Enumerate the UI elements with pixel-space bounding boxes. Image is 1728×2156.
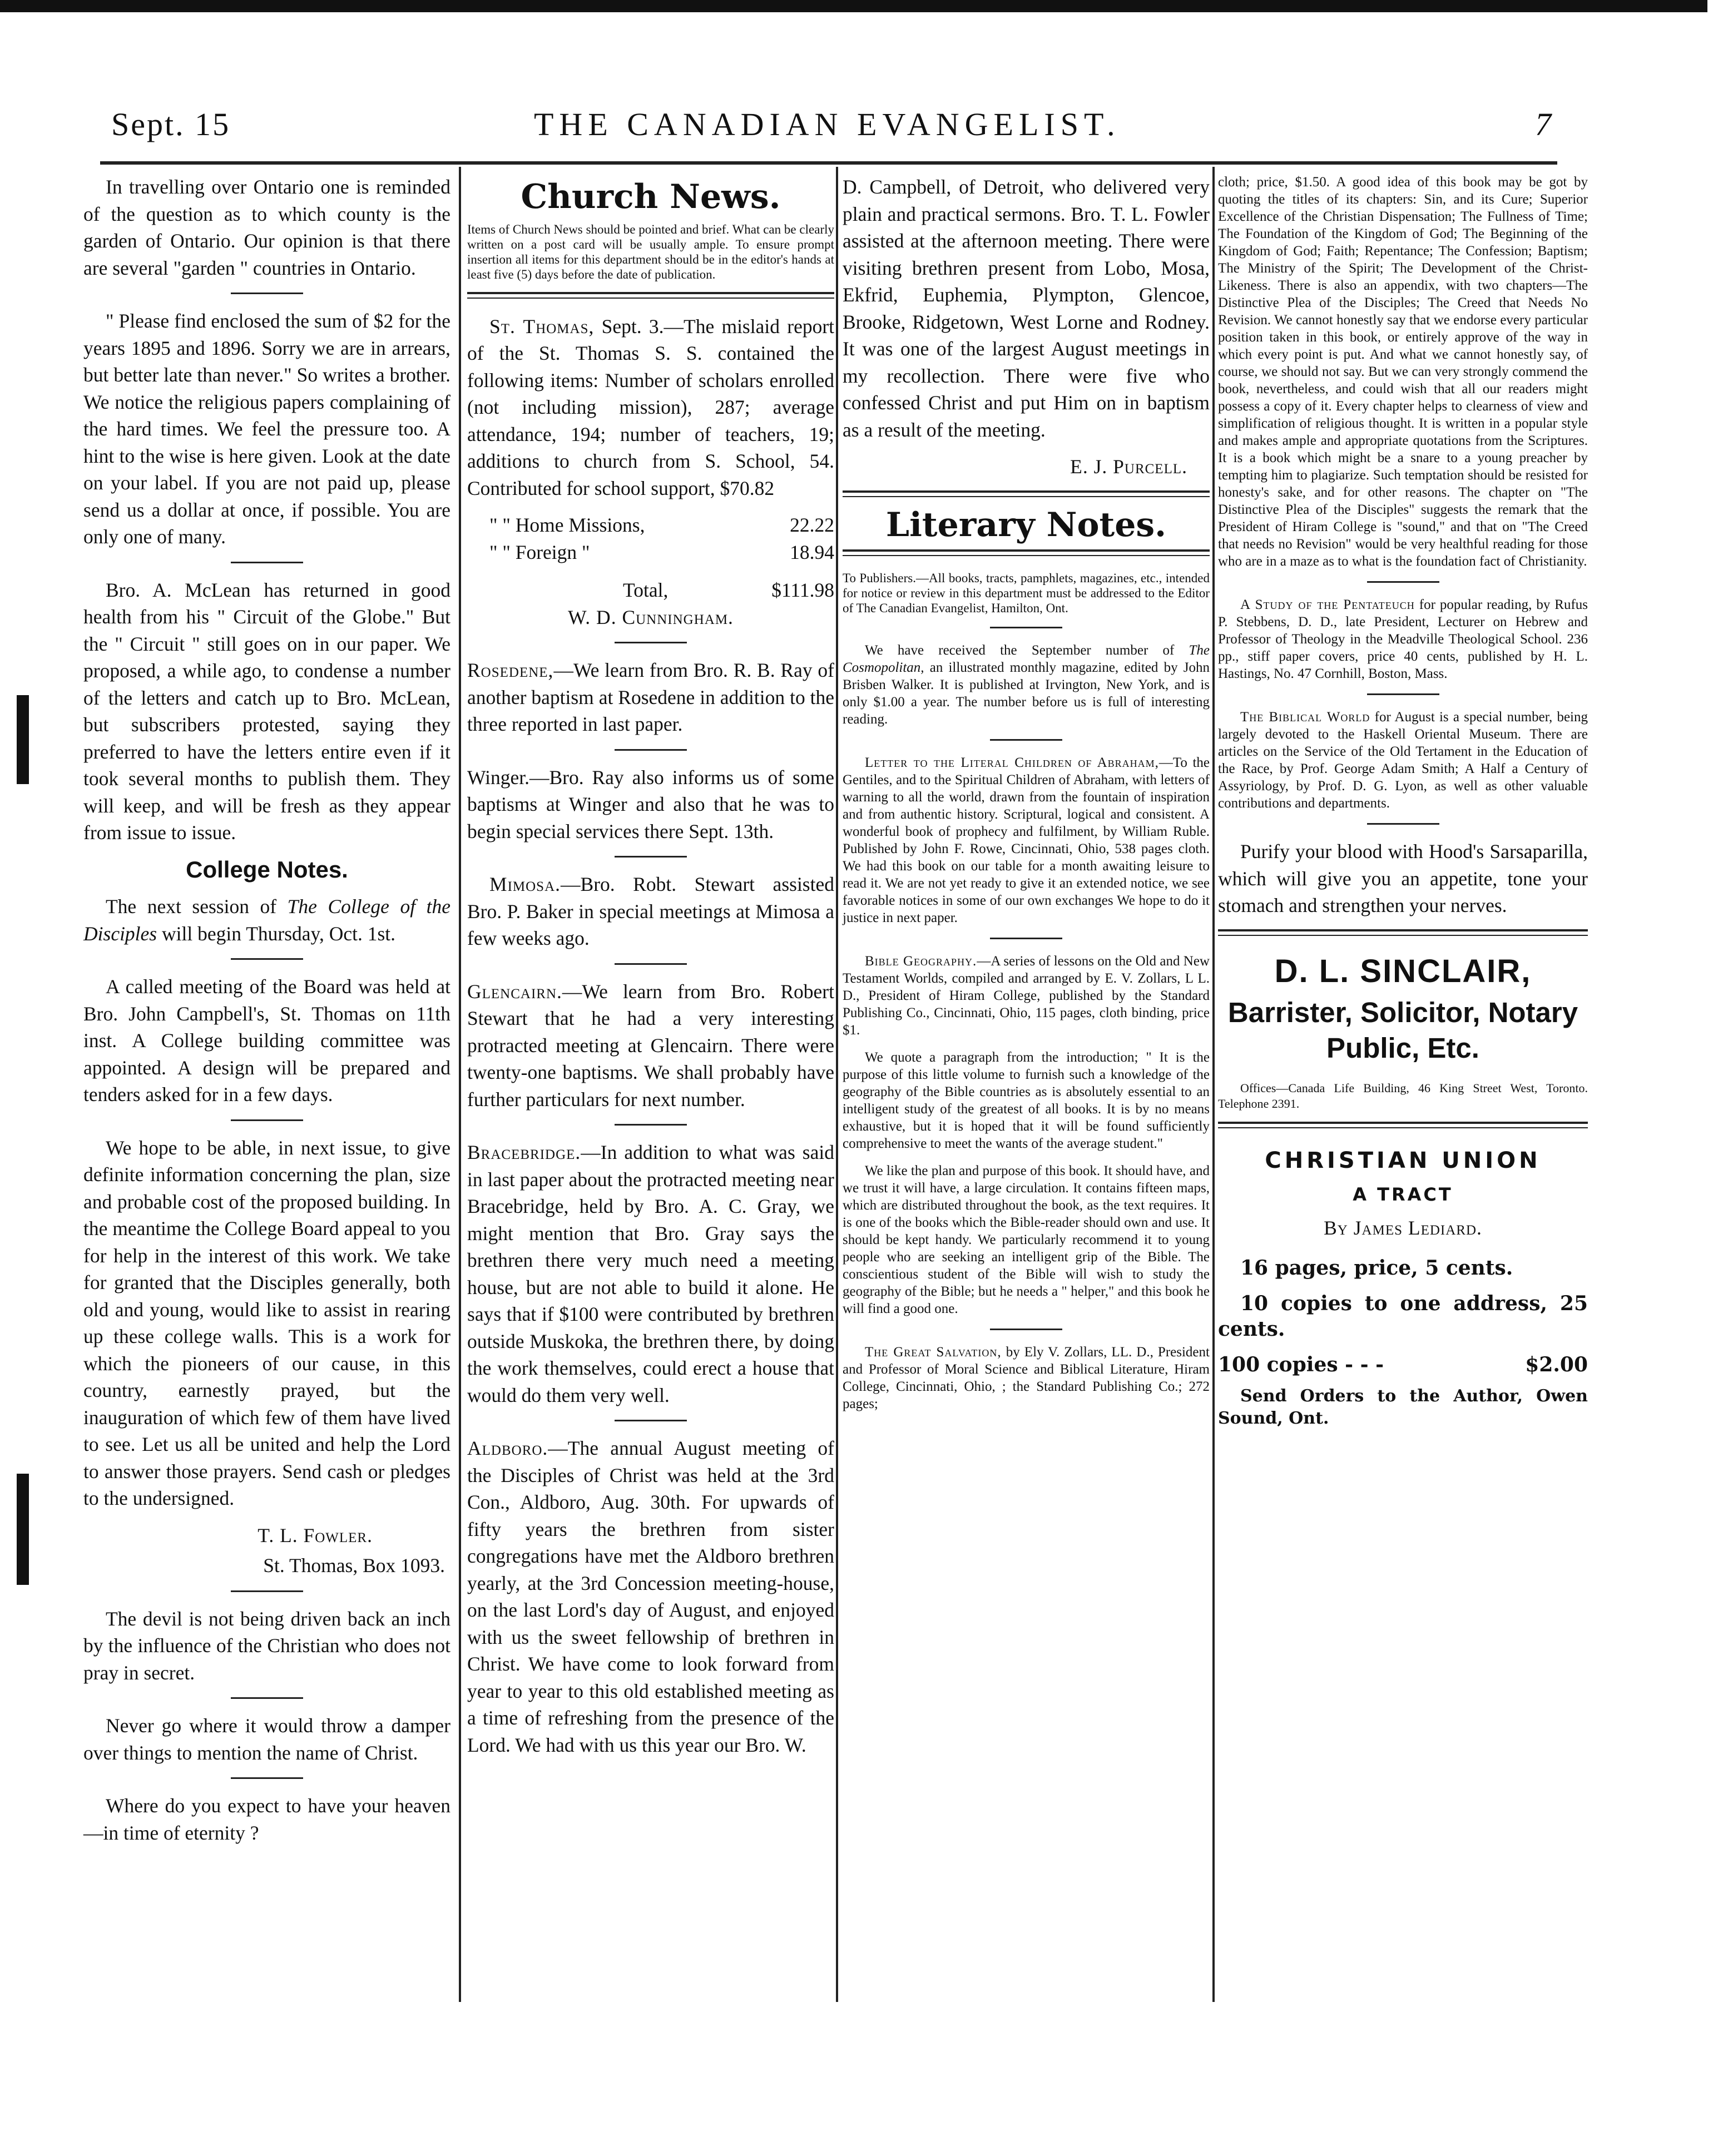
margin-mark bbox=[17, 695, 29, 784]
college-notes-heading: College Notes. bbox=[186, 856, 348, 883]
column-3 bbox=[843, 167, 1210, 1423]
paragraph: Winger.—Bro. Ray also informs us of some baptisms at Winger and also that he was to begin special services there Sept. 13th. bbox=[467, 766, 834, 842]
paragraph: D. Campbell, of Detroit, who delivered very plain and practical sermons. Bro. T. L. Fowler assisted at the afternoon meeting. There were visiting brethren present from Lobo, Mosa, Ekfrid, Euphemia, Plympton, Glencoe, Brooke, Ridgetown, West Lorne and Rodney. It was one of the largest August meetings in my recollection. There were five who confessed Christ and put Him on in baptism as a result of the meeting. bbox=[843, 176, 1210, 441]
paragraph: We hope to be able, in next issue, to give definite information concerning the plan, size and probable cost of the proposed building. In the meantime the College Board appeal to you for help in the interest of this work. We take for granted that the Disciples generally, both old and young, would like to assist in rearing up these college walls. This is a work for which the pioneers of our cause, in this country, earnestly prayed, but the inauguration of which few of them have lived to see. Let us all be united and help the Lord to answer those prayers. Send cash or pledges to the undersigned. bbox=[83, 1136, 450, 1509]
column-2 bbox=[467, 167, 834, 1768]
paragraph: St. Thomas, Sept. 3.—The mislaid report of the St. Thomas S. S. contained the following items: Number of scholars enrolled (not including mission), 287; average attendance, 194; number of teachers, 19; additions to church from S. School, 54. Contributed for school support, $70.82 bbox=[467, 315, 835, 499]
editorial-note: To Publishers.—All books, tracts, pamphlets, magazines, etc., intended for notice or review in this department must be addressed to the Editor of The Canadian Evangelist, Hamilton, Ont. bbox=[843, 571, 1210, 615]
paragraph: The next session of The College of the Disciples will begin Thursday, Oct. 1st. bbox=[83, 895, 450, 945]
paragraph: Rosedene,—We learn from Bro. R. B. Ray of another baptism at Rosedene in addition to the three reported in last paper. bbox=[467, 659, 834, 735]
masthead-title: THE CANADIAN EVANGELIST. bbox=[534, 106, 1121, 142]
paragraph: Glencairn.—We learn from Bro. Robert Stewart that he had a very interesting protracted meeting at Glencairn. There were twenty-one baptisms. We shall probably have further particulars for next number. bbox=[467, 980, 834, 1111]
column-4 bbox=[1218, 167, 1588, 1440]
column-divider bbox=[836, 167, 838, 2002]
paragraph: cloth; price, $1.50. A good idea of this book may be got by quoting the titles of its chapters: Sin, and its Cure; Superior Excellence of the Christian Dispensation; The Fullness of Time; The Foundation of the Kingdom of God; The Beginning of the Kingdom of God; Faith; Repentance; The Confession; Baptism; The Ministry of the Spirit; The Development of the Christ-Likeness. There is also an appendix, with two chapters—The Distinctive Plea of the Disciples; The Creed that Needs No Revision. We cannot honestly say that we endorse every particular position taken in this book, or entirely approve of the way in which every point is put. And what we cannot honestly say, of course, we should not say. But we can very strongly commend the book, nevertheless, and could wish that all our readers might possess a copy of it. Every chapter helps to clearness of view and simplification of religious thought. It is written in a popular style and makes ample and appropriate quotations from the Scriptures. It is a book which might be a snare to a young preacher by tempting him to plagiarize. Such temptation should be resisted for honesty's sake, and for other reasons. The chapter on "The Distinctive Plea of the Disciples" suggests the remark that the President of Hiram College is "sound," and that on "The Creed that needs no Revision" would be very healthful reading for those who are in a maze as to what is the foundation fact of Christianity. bbox=[1218, 175, 1588, 569]
contribution-row: " " Foreign " 18.94 bbox=[489, 541, 834, 563]
paragraph: Where do you expect to have your heaven—in time of eternity ? bbox=[83, 1795, 450, 1844]
paragraph: Bro. A. McLean has returned in good health from his " Circuit of the Globe." But the " Circuit " still goes on in our paper. We proposed, a while ago, to condense a number of the letters and catch up to Bro. McLean, but subscribers protested, saying they preferred to have the letters entire even if it took several months to publish them. They will keep, and will be fresh as they appear from issue to issue. bbox=[83, 578, 450, 844]
separator bbox=[1367, 823, 1439, 825]
tract-subtitle: A TRACT bbox=[1353, 1183, 1453, 1205]
issue-date: Sept. 15 bbox=[111, 106, 231, 142]
separator bbox=[231, 1697, 303, 1699]
paragraph: Mimosa.—Bro. Robt. Stewart assisted Bro. P. Baker in special meetings at Mimosa a few weeks ago. bbox=[467, 873, 834, 949]
header-rule bbox=[100, 161, 1557, 165]
separator bbox=[990, 627, 1062, 628]
price-line: 16 pages, price, 5 cents. bbox=[1240, 1256, 1513, 1280]
separator bbox=[615, 1124, 687, 1126]
signature-address: St. Thomas, Box 1093. bbox=[263, 1554, 445, 1577]
separator bbox=[231, 958, 303, 960]
literary-notes-heading: Literary Notes. bbox=[885, 505, 1167, 544]
separator bbox=[1367, 581, 1439, 583]
column-divider bbox=[1212, 167, 1215, 2002]
paragraph: We have received the September number of The Cosmopolitan, an illustrated monthly magazine, edited by John Brisben Walker. It is published at Irvington, New York, and is only $1.00 a year. The number before us is full of interesting reading. bbox=[843, 643, 1210, 727]
contribution-row: " " Home Missions, 22.22 bbox=[489, 514, 834, 536]
price-line: 10 copies to one address, 25 cents. bbox=[1218, 1291, 1588, 1341]
separator bbox=[990, 1329, 1062, 1330]
paragraph: Bracebridge.—In addition to what was said in last paper about the protracted meeting near Bracebridge, held by Bro. A. C. Gray, we might mention that Bro. Gray says the brethren there very much need a meeting house, but are not able to build it alone. He says that if $100 were contributed by brethren outside Muskoka, the brethren there, by doing the work themselves, could erect a house that would do them very well. bbox=[467, 1141, 834, 1406]
signature: W. D. Cunningham. bbox=[568, 606, 734, 628]
tract-title: CHRISTIAN UNION bbox=[1265, 1148, 1541, 1173]
paragraph: Letter to the Literal Children of Abraham,—To the Gentiles, and to the Spiritual Children of Abraham, with letters of warning to all the world, drawn from the fountain of inspiration and from authentic history. Scriptural, logical and consistent. A wonderful book of prophecy and fulfilment, by William Ruble. Published by John F. Rowe, Cincinnati, Ohio, 538 pages cloth. We had this book on our table for a month awaiting leisure to read it. We are not yet ready to give it an extended notice, we see favorable notices in some of our own exchanges We hope to do it justice in next paper. bbox=[843, 755, 1210, 925]
paragraph: The Great Salvation, by Ely V. Zollars, LL. D., President and Professor of Moral Science and Biblical Literature, Hiram College, Cincinnati, Ohio, ; the Standard Publishing Co.; 272 pages; bbox=[843, 1345, 1210, 1411]
paragraph: " Please find enclosed the sum of $2 for the years 1895 and 1896. Sorry we are in arrears, but better late than never." So writes a brother. We notice the religious papers complaining of the hard times. We feel the pressure too. A hint to the wise is here given. Look at the date on your label. If you are not paid up, please send us a dollar at once, if possible. You are only one of many. bbox=[83, 310, 450, 548]
paragraph: A Study of the Pentateuch for popular reading, by Rufus P. Stebbens, D. D., late President, Lecturer on Hebrew and Professor of Theology in the Meadville Theological School. 236 pp., stiff paper covers, price 40 cents, published by H. L. Hastings, No. 47 Cornhill, Boston, Mass. bbox=[1218, 597, 1588, 681]
signature: T. L. Fowler. bbox=[258, 1524, 373, 1547]
paragraph: We quote a paragraph from the introduction; " It is the purpose of this little volume to furnish such a knowledge of the geography of the Bible countries as is absolutely essential to an intelligent study of the greatest of all books. It is by no means exhaustive, but it is hoped that it will be found sufficiently comprehensive to meet the wants of the average student." bbox=[843, 1050, 1210, 1151]
column-divider bbox=[459, 167, 461, 2002]
advertiser-title: Barrister, Solicitor, Notary Public, Etc. bbox=[1227, 997, 1578, 1064]
double-rule bbox=[1218, 1122, 1588, 1128]
top-border-rule bbox=[0, 0, 1707, 12]
price-line: 100 copies - - - $2.00 bbox=[1218, 1352, 1588, 1376]
signature: E. J. Purcell. bbox=[1070, 455, 1187, 478]
separator bbox=[990, 739, 1062, 741]
separator bbox=[231, 1777, 303, 1779]
paragraph: A called meeting of the Board was held at Bro. John Campbell's, St. Thomas on 11th inst. A College building committee was appointed. A design will be prepared and tenders asked for in a few days. bbox=[83, 975, 450, 1106]
separator bbox=[615, 963, 687, 965]
advertiser-offices: Offices—Canada Life Building, 46 King Street West, Toronto. Telephone 2391. bbox=[1218, 1081, 1588, 1111]
advertiser-name: D. L. SINCLAIR, bbox=[1274, 953, 1532, 989]
paragraph: We like the plan and purpose of this book. It should have, and we trust it will have, a large circulation. It contains fifteen maps, which are distributed throughout the book, as the text requires. It is one of the books which the Bible-reader should own and use. It should be kept handy. We particularly recommend it to young people who are seeking an intelligent grip of the Bible. The conscientious student of the Bible will wish to study the geography of the Bible; but he needs a " helper," and this book he will find a good one. bbox=[843, 1163, 1210, 1316]
contribution-total: Total, $111.98 bbox=[623, 579, 834, 601]
paragraph: Bible Geography.—A series of lessons on the Old and New Testament Worlds, compiled and arranged by E. V. Zollars, L L. D., President of Hiram College, published by the Standard Publishing Co., Cincinnati, Ohio, 115 pages, cloth binding, price $1. bbox=[843, 954, 1210, 1038]
double-rule bbox=[1218, 929, 1588, 936]
column-1 bbox=[83, 167, 450, 1856]
editorial-note: Items of Church News should be pointed and brief. What can be clearly written on a post card will be usually ample. To ensure prompt insertion all items for this department should be in the editor's hands at least five (5) days before the date of publication. bbox=[467, 222, 834, 281]
separator bbox=[1367, 693, 1439, 695]
church-news-heading: Church News. bbox=[521, 177, 781, 216]
page-number: 7 bbox=[1535, 106, 1553, 142]
paragraph: Purify your blood with Hood's Sarsaparilla, which will give you an appetite, tone your stomach and strengthen your nerves. bbox=[1218, 840, 1588, 916]
tract-author: By James Lediard. bbox=[1324, 1217, 1482, 1239]
separator bbox=[615, 749, 687, 751]
separator bbox=[231, 562, 303, 563]
separator bbox=[615, 856, 687, 858]
margin-mark bbox=[17, 1474, 29, 1585]
paragraph: The devil is not being driven back an inch by the influence of the Christian who does not pray in secret. bbox=[83, 1607, 450, 1684]
paragraph: Aldboro.—The annual August meeting of the Disciples of Christ was held at the 3rd Con., Aldboro, Aug. 30th. For upwards of fifty years the brethren from sister congregations have met the Aldboro brethren yearly, at the 3rd Concession meeting-house, on the last Lord's day of August, and enjoyed with us the sweet fellowship of brethren in Christ. We have come to look forward from year to year to this old established meeting as a time of refreshing from the presence of the Lord. We had with us this year our Bro. W. bbox=[467, 1437, 834, 1756]
separator bbox=[231, 1119, 303, 1121]
paragraph: In travelling over Ontario one is reminded of the question as to which county is the garden of Ontario. Our opinion is that there are several "garden " countries in Ontario. bbox=[83, 176, 450, 279]
double-rule bbox=[467, 292, 834, 299]
double-rule bbox=[843, 549, 1210, 556]
separator bbox=[615, 1420, 687, 1421]
separator bbox=[231, 1590, 303, 1592]
separator bbox=[231, 293, 303, 294]
order-instructions: Send Orders to the Author, Owen Sound, Ont. bbox=[1218, 1386, 1588, 1428]
separator bbox=[990, 938, 1062, 939]
paragraph: Never go where it would throw a damper over things to mention the name of Christ. bbox=[83, 1714, 450, 1764]
separator bbox=[615, 642, 687, 643]
paragraph: The Biblical World for August is a special number, being largely devoted to the Haskell Oriental Museum. There are articles on the Service of the Old Tertament in the Education of the Race, by Prof. George Adam Smith; A Half a Century of Assyriology, by Prof. D. G. Lyon, as well as other valuable contributions and departments. bbox=[1218, 710, 1588, 811]
double-rule bbox=[843, 490, 1210, 497]
